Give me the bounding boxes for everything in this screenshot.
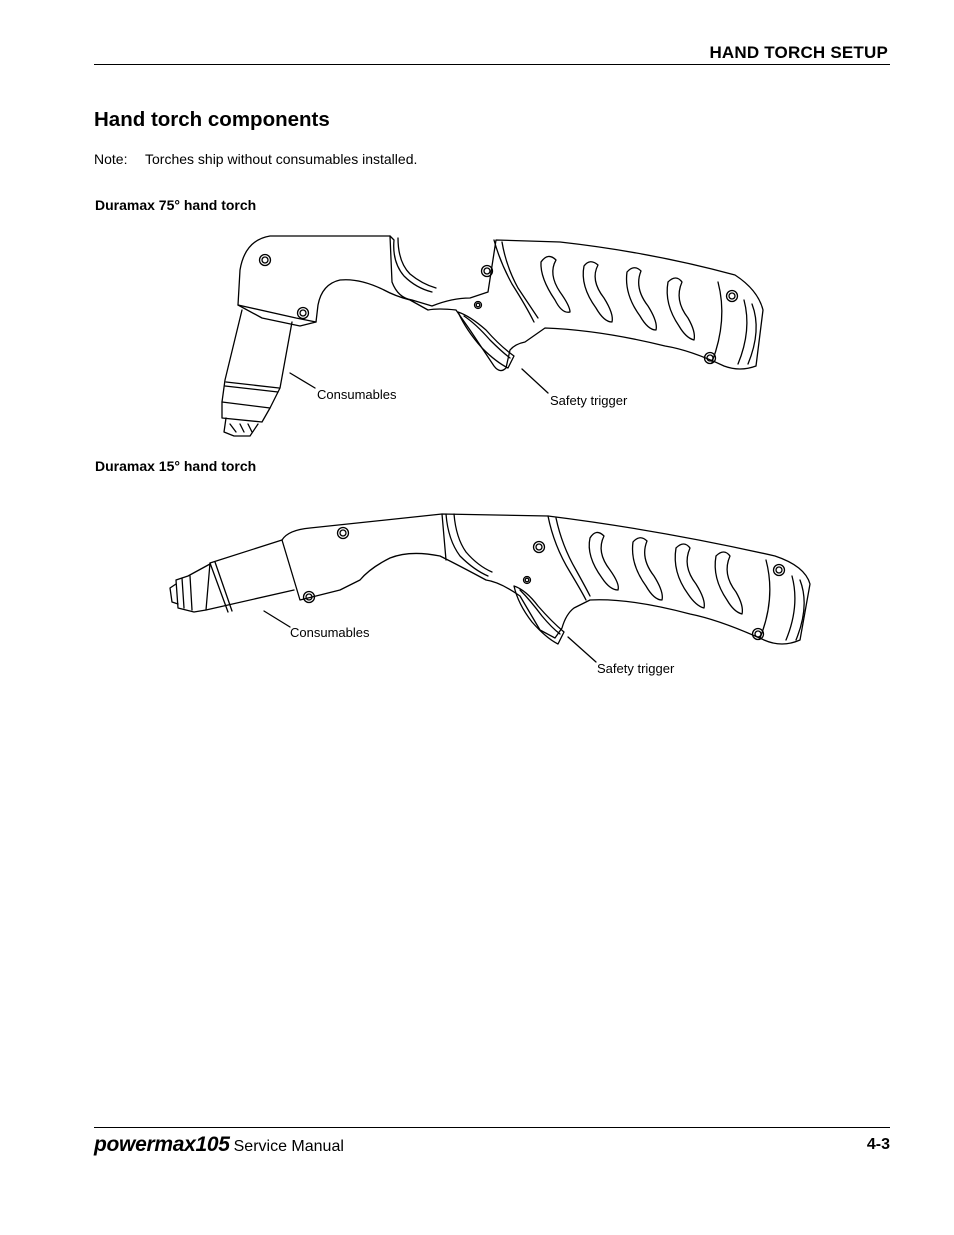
callout-safety-trigger-2: Safety trigger bbox=[597, 661, 675, 676]
callout-consumables-2: Consumables bbox=[290, 625, 370, 640]
footer-rule bbox=[94, 1127, 890, 1128]
section-title: Hand torch components bbox=[94, 108, 330, 131]
callout-safety-trigger-1: Safety trigger bbox=[550, 393, 628, 408]
footer-brand bbox=[94, 1133, 344, 1157]
callout-consumables-1: Consumables bbox=[317, 387, 397, 402]
figure-2-title: Duramax 15° hand torch bbox=[95, 458, 257, 474]
figure-1-title: Duramax 75° hand torch bbox=[95, 197, 257, 213]
powermax-logo: powermax105 bbox=[94, 1133, 230, 1156]
document-title: Service Manual bbox=[233, 1138, 344, 1155]
note-label: Note: bbox=[94, 151, 128, 167]
page-number: 4-3 bbox=[866, 1136, 890, 1153]
note-text: Torches ship without consumables installed. bbox=[145, 151, 418, 167]
running-header: HAND TORCH SETUP bbox=[709, 43, 888, 62]
